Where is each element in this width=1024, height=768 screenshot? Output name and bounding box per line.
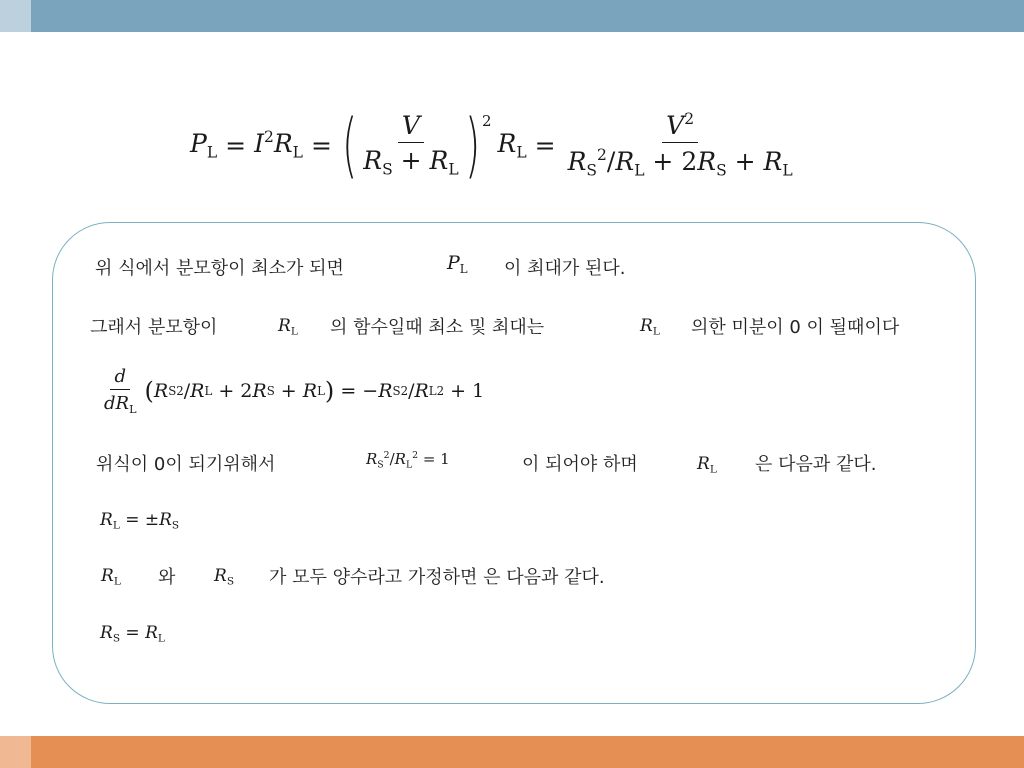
derivative-equation: $\frac{d}{dR_L}$ ( R S 2 / R L + 2 R S + R L ) = − R S 2 / R L 2 + 1	[104, 366, 485, 416]
line2-text-middle: 의 함수일때 최소 및 최대는	[330, 317, 545, 338]
math-ratio-condition: $R_S^2/R_L^2 = 1$	[366, 450, 450, 471]
power-equation: $P_L$ = $I^2R_L$ = ( $\frac{V}{R_S + R_L}$ ) 2 $R_L$ = $\frac{V^2}{R_S^2/R_L + 2R_S + R_L}$	[190, 104, 793, 186]
line4-text-middle: 와	[158, 567, 176, 588]
line2-text-after: 의한 미분이 0 이 될때이다	[691, 317, 900, 338]
math-rs-equals-rl: $R_S = R_L$	[100, 623, 165, 645]
math-rl: $R_L$	[640, 316, 660, 338]
bottom-banner-accent	[0, 736, 31, 768]
top-banner	[0, 0, 1024, 32]
math-rs: $R_S$	[214, 566, 235, 588]
line1-text-after: 이 최대가 된다.	[504, 258, 626, 279]
math-rl: $R_L$	[101, 566, 121, 588]
line2-text-before: 그래서 분모항이	[90, 317, 218, 338]
line3-text-before: 위식이 0이 되기위해서	[96, 454, 276, 475]
math-pl: $P_L$	[447, 252, 468, 277]
math-rl-equals-pm-rs: $R_L = \pm R_S$	[100, 510, 180, 532]
bottom-banner	[0, 736, 1024, 768]
line3-text-middle: 이 되어야 하며	[522, 454, 638, 475]
line3-text-after: 은 다음과 같다.	[755, 454, 877, 475]
top-banner-accent	[0, 0, 31, 32]
line4-text-after: 가 모두 양수라고 가정하면 은 다음과 같다.	[269, 567, 605, 588]
line1-text-before: 위 식에서 분모항이 최소가 되면	[95, 258, 344, 279]
math-rl: $R_L$	[697, 454, 717, 476]
math-rl: $R_L$	[278, 316, 298, 338]
